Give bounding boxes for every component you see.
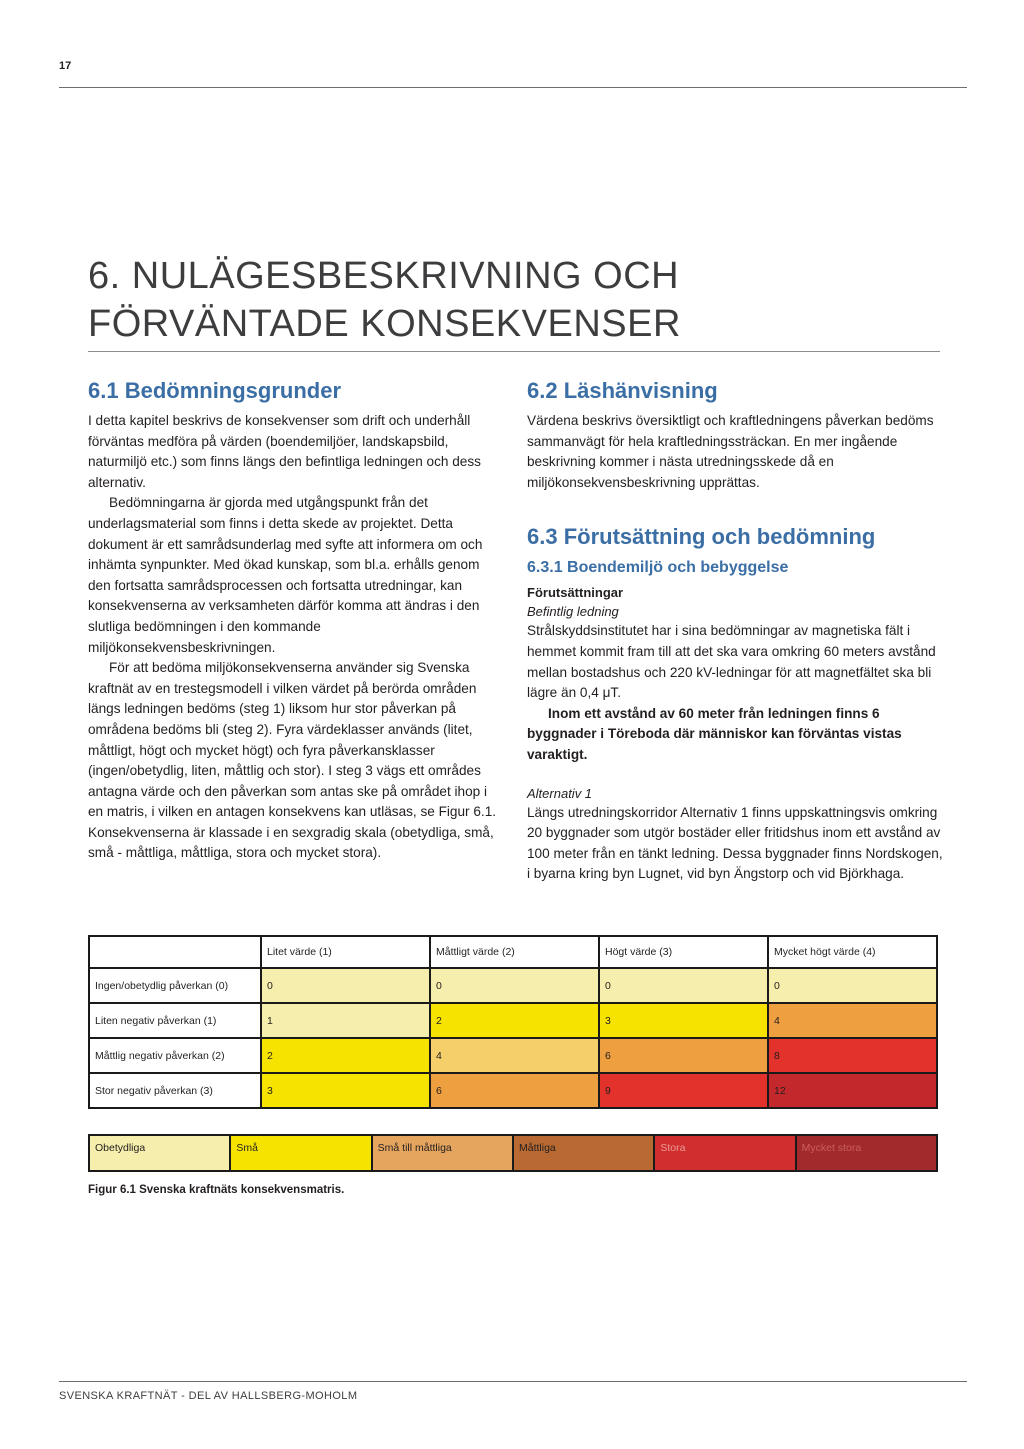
sub-label-befintlig: Befintlig ledning <box>527 604 619 620</box>
matrix-cell: 0 <box>599 968 768 1003</box>
scale-label: Måttliga <box>514 1136 655 1170</box>
matrix-row-header: Liten negativ påverkan (1) <box>89 1003 261 1038</box>
matrix-col-header: Mycket högt värde (4) <box>768 936 937 968</box>
label-forutsattningar: Förutsättningar <box>527 585 624 601</box>
scale-label: Obetydliga <box>90 1136 231 1170</box>
matrix-row-header: Ingen/obetydlig påverkan (0) <box>89 968 261 1003</box>
page-number: 17 <box>59 60 72 72</box>
matrix-row <box>89 1038 937 1073</box>
bottom-rule <box>59 1381 967 1382</box>
matrix-cell: 12 <box>768 1073 937 1108</box>
matrix-row <box>89 968 937 1003</box>
sub-label-alternativ: Alternativ 1 <box>527 785 593 801</box>
matrix-header-row <box>89 936 937 968</box>
matrix-cell: 1 <box>261 1003 430 1038</box>
matrix-col-header: Måttligt värde (2) <box>430 936 599 968</box>
paragraph: I detta kapitel beskrivs de konsekvenser som drift och underhåll förväntas medföra på värden (boendemiljöer, landskapsbild, naturmiljö etc.) som finns längs den befintliga ledningen och dess alternativ. <box>88 413 481 490</box>
matrix-cell: 4 <box>430 1038 599 1073</box>
figure-caption: Figur 6.1 Svenska kraftnäts konsekvensmatris. <box>88 1184 345 1196</box>
matrix-cell: 3 <box>261 1073 430 1108</box>
matrix-cell: 9 <box>599 1073 768 1108</box>
matrix-cell: 3 <box>599 1003 768 1038</box>
matrix-row <box>89 1003 937 1038</box>
footer: SVENSKA KRAFTNÄT - DEL AV HALLSBERG-MOHOLM <box>59 1390 358 1402</box>
scale-label: Mycket stora <box>797 1136 936 1170</box>
matrix-row-header: Måttlig negativ påverkan (2) <box>89 1038 261 1073</box>
paragraph: Strålskyddsinstitutet har i sina bedömningar av magnetiska fält i hemmet kommit fram till att det ska vara omkring 60 meters avstånd mellan bostadshus och 220 kV-ledningar för att magnetfältet ska bli lägre än 0,4 μT. <box>527 623 936 701</box>
section-heading-6-2: 6.2 Läshänvisning <box>527 378 718 403</box>
scale-label: Små <box>231 1136 372 1170</box>
matrix-row-header: Stor negativ påverkan (3) <box>89 1073 261 1108</box>
matrix-cell: 2 <box>430 1003 599 1038</box>
matrix-cell: 6 <box>430 1073 599 1108</box>
matrix-col-header: Högt värde (3) <box>599 936 768 968</box>
heading-rule <box>88 351 940 352</box>
left-column <box>88 377 498 864</box>
paragraph: Bedömningarna är gjorda med utgångspunkt från det underlagsmaterial som finns i detta skede av projektet. Detta dokument är ett samrådsunderlag med syfte att informera om och inhämta synpunkter. Med ökad kunskap, som bl.a. erhålls genom den fortsatta samrådsprocessen och fortsatta utredningar, kan konsekvenserna av verksamheten därför komma att ändras i den slutliga bedömningen i den kommande miljökonsekvensbeskrivningen. <box>88 495 483 655</box>
section-heading-6-1: 6.1 Bedömningsgrunder <box>88 378 342 403</box>
subsection-heading-6-3-1: 6.3.1 Boendemiljö och bebyggelse <box>527 559 789 577</box>
scale-label: Stora <box>655 1136 796 1170</box>
matrix-cell: 4 <box>768 1003 937 1038</box>
matrix-cell: 0 <box>430 968 599 1003</box>
top-rule <box>59 87 967 88</box>
chapter-title: 6. NULÄGESBESKRIVNING OCH FÖRVÄNTADE KONSEKVENSER <box>88 255 681 345</box>
matrix-corner <box>89 936 261 968</box>
matrix-cell: 6 <box>599 1038 768 1073</box>
matrix-cell: 8 <box>768 1038 937 1073</box>
consequence-matrix <box>88 935 938 1109</box>
scale-label: Små till måttliga <box>373 1136 514 1170</box>
matrix-col-header: Litet värde (1) <box>261 936 430 968</box>
matrix-cell: 0 <box>261 968 430 1003</box>
matrix-cell: 2 <box>261 1038 430 1073</box>
section-heading-6-3: 6.3 Förutsättning och bedömning <box>527 524 876 550</box>
paragraph: Längs utredningskorridor Alternativ 1 finns uppskattningsvis omkring 20 byggnader som utgör bostäder eller fritidshus inom ett avstånd av 100 meter från en tänkt ledning. Dessa byggnader finns Nordskogen, i byarna kring byn Lugnet, vid byn Ängstorp och vid Björkhaga. <box>527 804 943 882</box>
matrix-cell: 0 <box>768 968 937 1003</box>
paragraph: För att bedöma miljökonsekvenserna använder sig Svenska kraftnät av en trestegsmodell i vilken värdet på berörda områden längs ledningen bedöms (steg 1) liksom hur stor påverkan på områdena bedöms bli (steg 2). Fyra värdeklasser används (litet, måttligt, högt och mycket högt) och fyra påverkansklasser (ingen/obetydlig, liten, måttlig och stor). I steg 3 vägs ett områdes antagna värde och den påverkan som antas ske på området ihop i en matris, i vilken en antagen konsekvens kan utläsas, se Figur 6.1. Konsekvenserna är klassade i en sexgradig skala (obetydliga, små, små - måttliga, måttliga, stora och mycket stora). <box>88 660 497 861</box>
paragraph: Värdena beskrivs översiktligt och kraftledningens påverkan bedöms sammanvägt för hela kraftledningssträckan. En mer ingående beskrivning kommer i nästa utredningsskede då en miljökonsekvensbeskrivning upprättas. <box>527 413 934 490</box>
right-column <box>527 377 947 885</box>
matrix-row <box>89 1073 937 1108</box>
paragraph-bold: Inom ett avstånd av 60 meter från ledningen finns 6 byggnader i Töreboda där människor kan förväntas vistas varaktigt. <box>527 705 902 762</box>
consequence-scale <box>88 1134 938 1172</box>
